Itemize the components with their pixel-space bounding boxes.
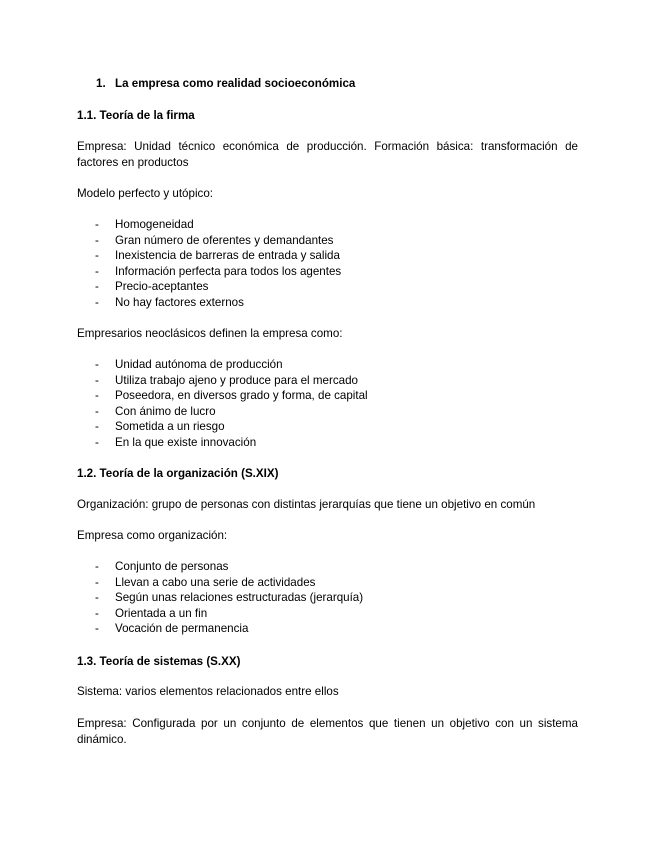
bullet-dash: - — [95, 607, 99, 620]
list-item-text: Inexistencia de barreras de entrada y salida — [115, 249, 340, 262]
heading-title: La empresa como realidad socioeconómica — [115, 77, 356, 90]
section-1-2-paragraph-1: Organización: grupo de personas con distintas jerarquías que tiene un objetivo en común — [77, 498, 536, 511]
section-1-1-paragraph-1: Empresa: Unidad técnico económica de producción. Formación básica: transformación de factores en productos — [77, 140, 578, 169]
list-item-text: No hay factores externos — [115, 296, 244, 309]
list-item-text: Llevan a cabo una serie de actividades — [115, 576, 316, 589]
list-item-text: Unidad autónoma de producción — [115, 358, 283, 371]
bullet-dash: - — [95, 358, 99, 371]
bullet-dash: - — [95, 576, 99, 589]
section-1-3-paragraph-1: Sistema: varios elementos relacionados entre ellos — [77, 685, 339, 698]
bullet-dash: - — [95, 560, 99, 573]
bullet-dash: - — [95, 234, 99, 247]
section-1-2-paragraph-2: Empresa como organización: — [77, 529, 228, 542]
list-item-text: Conjunto de personas — [115, 560, 229, 573]
list-item-text: Precio-aceptantes — [115, 280, 209, 293]
bullet-dash: - — [95, 218, 99, 231]
list-item-text: En la que existe innovación — [115, 436, 257, 449]
bullet-dash: - — [95, 374, 99, 387]
section-1-1-paragraph-3: Empresarios neoclásicos definen la empresa como: — [77, 327, 343, 340]
bullet-dash: - — [95, 296, 99, 309]
section-1-2-title: 1.2. Teoría de la organización (S.XIX) — [77, 467, 279, 480]
list-item-text: Información perfecta para todos los agentes — [115, 265, 342, 278]
list-item-text: Con ánimo de lucro — [115, 405, 216, 418]
bullet-dash: - — [95, 249, 99, 262]
section-1-3-title: 1.3. Teoría de sistemas (S.XX) — [77, 655, 241, 668]
list-item-text: Homogeneidad — [115, 218, 194, 231]
list-item-text: Utiliza trabajo ajeno y produce para el mercado — [115, 374, 358, 387]
section-1-1-paragraph-2: Modelo perfecto y utópico: — [77, 187, 213, 200]
list-item-text: Orientada a un fin — [115, 607, 208, 620]
list-item-text: Poseedora, en diversos grado y forma, de capital — [115, 389, 368, 402]
bullet-dash: - — [95, 622, 99, 635]
section-1-1-title: 1.1. Teoría de la firma — [77, 109, 195, 122]
list-item-text: Sometida a un riesgo — [115, 420, 225, 433]
bullet-dash: - — [95, 405, 99, 418]
bullet-dash: - — [95, 389, 99, 402]
list-item-text: Vocación de permanencia — [115, 622, 249, 635]
list-item-text: Según unas relaciones estructuradas (jerarquía) — [115, 591, 364, 604]
heading-number: 1. — [96, 77, 106, 90]
bullet-dash: - — [95, 280, 99, 293]
bullet-dash: - — [95, 591, 99, 604]
list-item-text: Gran número de oferentes y demandantes — [115, 234, 334, 247]
section-1-3-paragraph-2: Empresa: Configurada por un conjunto de elementos que tienen un objetivo con un sistema dinámico. — [77, 717, 578, 746]
bullet-dash: - — [95, 420, 99, 433]
bullet-dash: - — [95, 436, 99, 449]
bullet-dash: - — [95, 265, 99, 278]
